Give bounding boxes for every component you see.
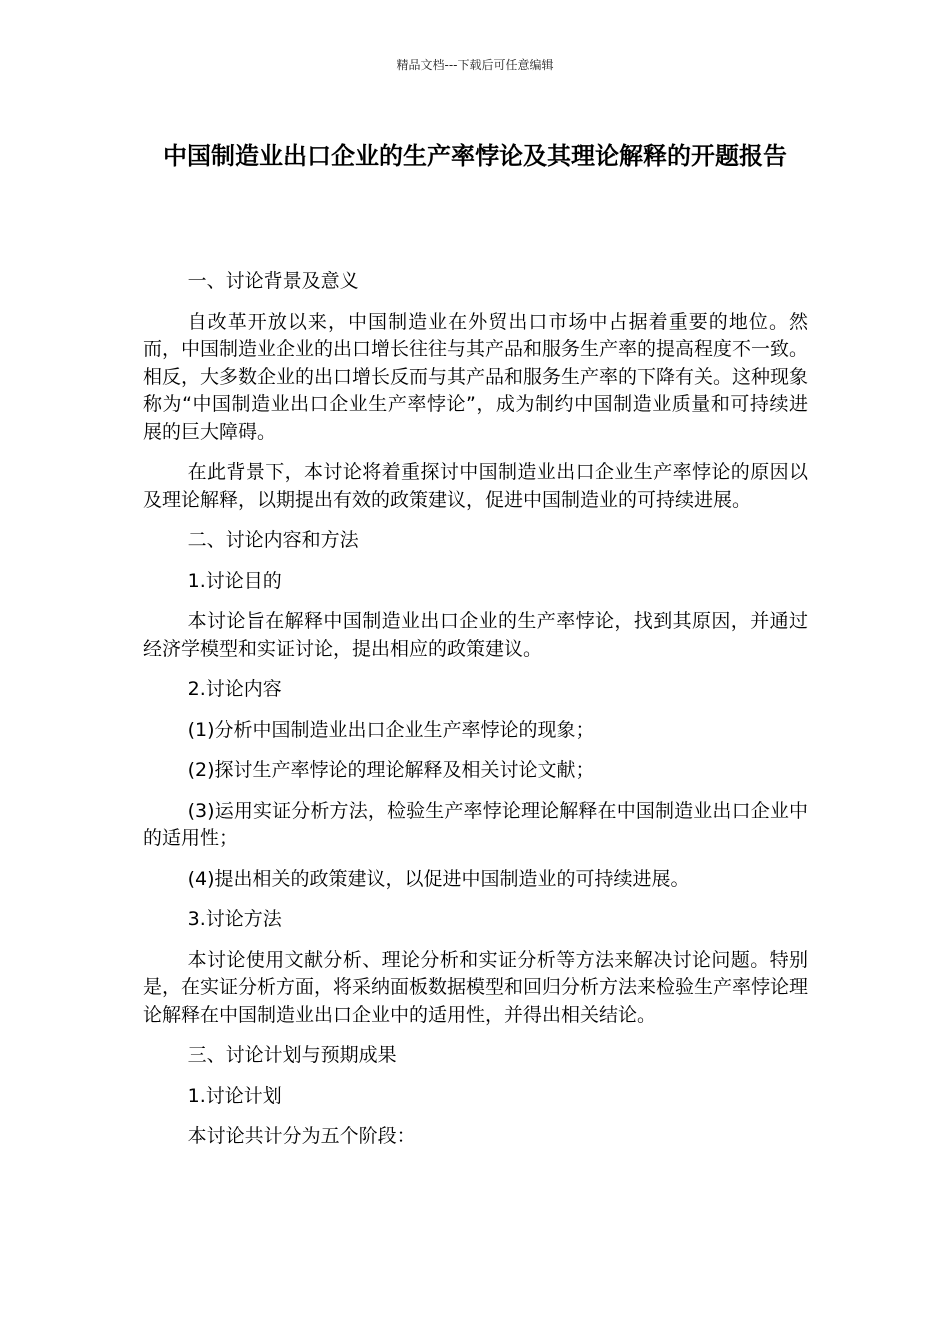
list-item-content-3: (3)运用实证分析方法，检验生产率悖论理论解释在中国制造业出口企业中的适用性； [143,799,808,849]
section-heading-content-methods: 二、讨论内容和方法 [187,529,359,551]
paragraph-context: 在此背景下，本讨论将着重探讨中国制造业出口企业生产率悖论的原因以及理论解释，以期提出有效的政策建议，促进中国制造业的可持续进展。 [143,461,808,511]
page-header-note: 精品文档---下载后可任意编辑 [396,58,554,72]
subheading-plan: 1.讨论计划 [187,1084,282,1107]
section-heading-plan: 三、讨论计划与预期成果 [187,1044,397,1066]
document-title: 中国制造业出口企业的生产率悖论及其理论解释的开题报告 [163,142,787,170]
list-item-content-2: (2)探讨生产率悖论的理论解释及相关讨论文献； [187,759,595,781]
subheading-purpose: 1.讨论目的 [187,569,282,592]
section-heading-background: 一、讨论背景及意义 [187,270,359,292]
list-item-content-4: (4)提出相关的政策建议，以促进中国制造业的可持续进展。 [187,867,690,890]
paragraph-background: 自改革开放以来，中国制造业在外贸出口市场中占据着重要的地位。然而，中国制造业企业的出口增长往往与其产品和服务生产率的提高程度不一致。相反，大多数企业的出口增长反而与其产品和服务生产率的下降有关。这种现象称为“中国制造业出口企业生产率悖论”，成为制约中国制造业质量和可持续进展的巨大障碍。 [143,310,809,443]
subheading-content: 2.讨论内容 [187,678,282,700]
paragraph-methods: 本讨论使用文献分析、理论分析和实证分析等方法来解决讨论问题。特别是，在实证分析方面，将采纳面板数据模型和回归分析方法来检验生产率悖论理论解释在中国制造业出口企业中的适用性，并得出相关结论。 [143,948,809,1026]
document-body [143,268,808,1164]
list-item-content-1: (1)分析中国制造业出口企业生产率悖论的现象； [187,718,595,741]
paragraph-plan-stages: 本讨论共计分为五个阶段： [187,1125,416,1147]
paragraph-purpose: 本讨论旨在解释中国制造业出口企业的生产率悖论，找到其原因，并通过经济学模型和实证讨论，提出相应的政策建议。 [143,610,808,660]
subheading-methods: 3.讨论方法 [187,908,282,930]
